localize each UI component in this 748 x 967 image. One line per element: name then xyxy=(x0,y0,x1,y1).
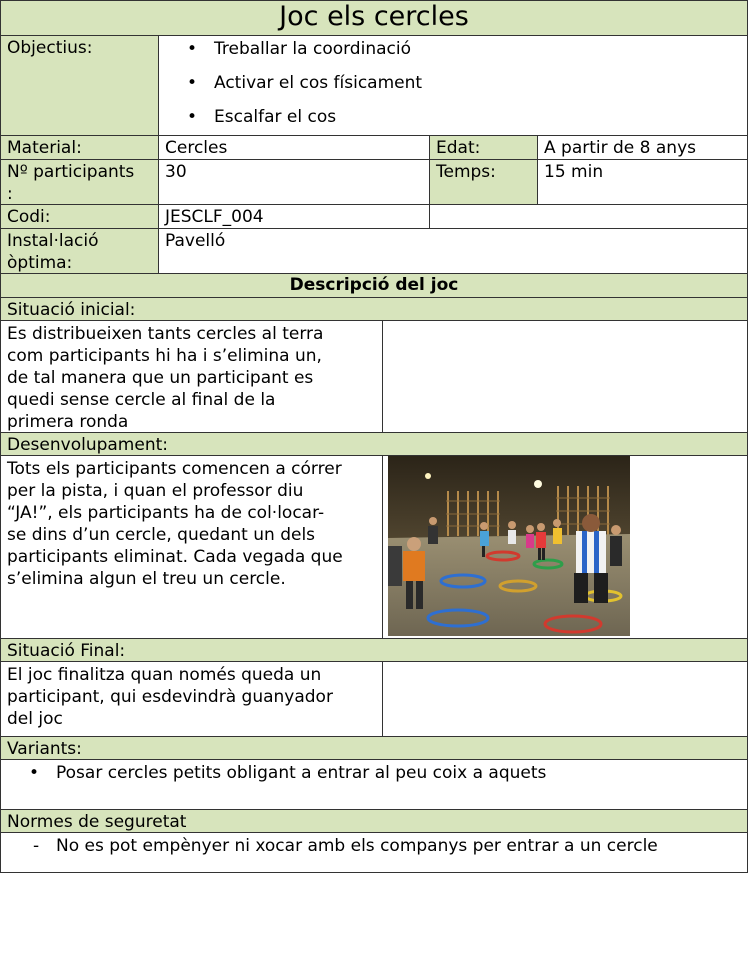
codi-empty xyxy=(429,204,748,229)
installacio-label: Instal·lació òptima: xyxy=(0,228,159,274)
objectius-list-cell xyxy=(158,35,748,136)
list-item: • Activar el cos físicament xyxy=(187,73,423,93)
bullet-icon: • xyxy=(187,73,198,93)
objectius-list xyxy=(159,38,747,128)
situacio-final-empty xyxy=(382,661,748,737)
list-item: - No es pot empènyer ni xocar amb els companys per entrar a un cercle xyxy=(33,836,658,856)
desenvolupament-label: Desenvolupament: xyxy=(0,432,748,456)
situacio-final-text: El joc finalitza quan només queda un participant, qui esdevindrà guanyador del joc xyxy=(0,661,383,737)
installacio-value: Pavelló xyxy=(158,228,748,274)
objectius-label: Objectius: xyxy=(0,35,159,136)
codi-value: JESCLF_004 xyxy=(158,204,430,229)
descripcio-header: Descripció del joc xyxy=(0,273,748,298)
situacio-inicial-empty xyxy=(382,320,748,433)
list-item: • Escalfar el cos xyxy=(187,107,337,127)
list-item: • Treballar la coordinació xyxy=(187,39,411,59)
edat-value: A partir de 8 anys xyxy=(537,135,748,160)
list-item: • Posar cercles petits obligant a entrar al peu coix a aquets xyxy=(29,763,547,783)
temps-value: 15 min xyxy=(537,159,748,205)
temps-label: Temps: xyxy=(429,159,538,205)
bullet-icon: • xyxy=(187,39,198,59)
participants-value: 30 xyxy=(158,159,430,205)
edat-label: Edat: xyxy=(429,135,538,160)
situacio-inicial-label: Situació inicial: xyxy=(0,297,748,321)
material-value: Cercles xyxy=(158,135,430,160)
game-photo xyxy=(388,456,630,636)
bullet-icon: • xyxy=(29,763,40,783)
situacio-final-label: Situació Final: xyxy=(0,638,748,662)
dash-icon: - xyxy=(33,836,40,856)
desenvolupament-text: Tots els participants comencen a córrer per la pista, i quan el professor diu “JA!”, els participants ha de col·locar- se dins d’un cercle, quedant un dels participants eliminat. Cada vegada que s’elimina algun el treu un cercle. xyxy=(0,455,383,639)
variants-content xyxy=(0,759,748,810)
variants-label: Variants: xyxy=(0,736,748,760)
normes-label: Normes de seguretat xyxy=(0,809,748,833)
participants-label: Nº participants : xyxy=(0,159,159,205)
page-title: Joc els cercles xyxy=(0,0,748,36)
bullet-icon: • xyxy=(187,107,198,127)
material-label: Material: xyxy=(0,135,159,160)
codi-label: Codi: xyxy=(0,204,159,229)
situacio-inicial-text: Es distribueixen tants cercles al terra com participants hi ha i s’elimina un, de tal manera que un participant es quedi sense cercle al final de la primera ronda xyxy=(0,320,383,433)
normes-content xyxy=(0,832,748,873)
